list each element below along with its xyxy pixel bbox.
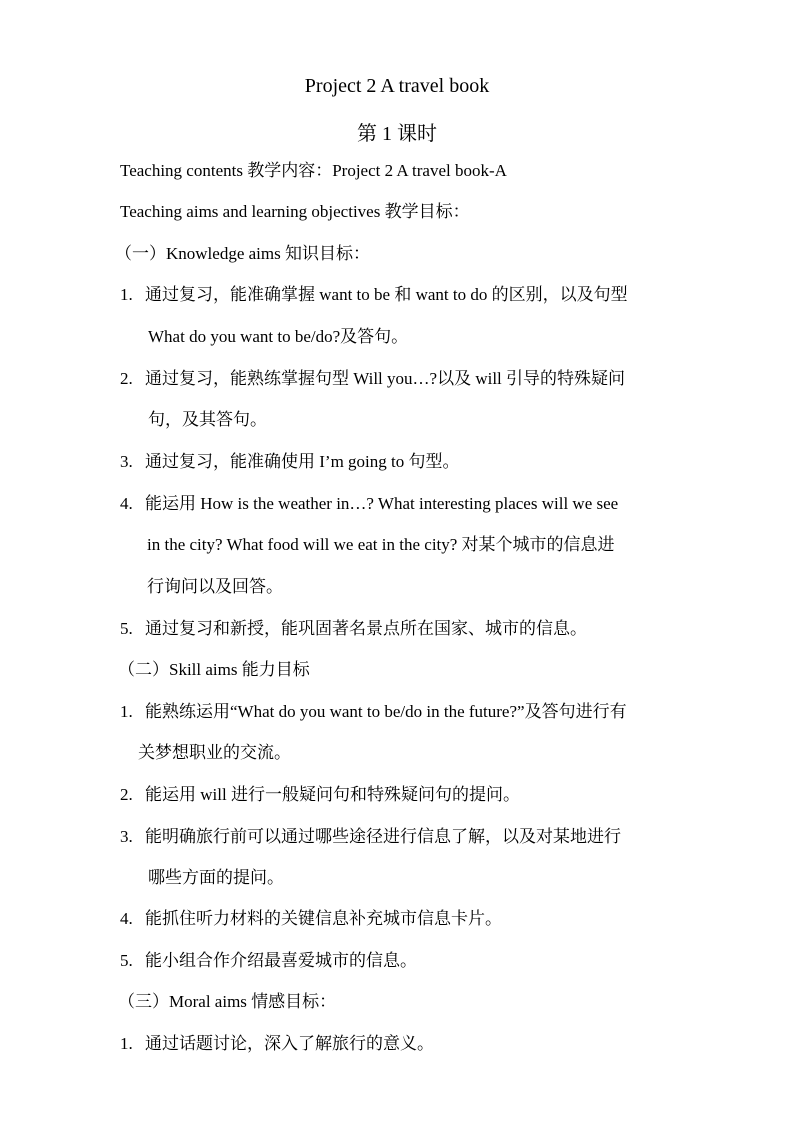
item-number: 2. <box>120 785 133 804</box>
item-continuation: 关梦想职业的交流。 <box>138 743 291 762</box>
item-number: 4. <box>120 909 133 928</box>
teaching-aims-line: Teaching aims and learning objectives 教学目标： <box>120 202 470 221</box>
item-number: 2. <box>120 369 133 388</box>
item-continuation: in the city? What food will we eat in the city? 对某个城市的信息进 <box>147 535 615 554</box>
item-text: 通过话题讨论，深入了解旅行的意义。 <box>145 1034 434 1053</box>
item-continuation: 行询问以及回答。 <box>147 577 283 596</box>
item-continuation: 哪些方面的提问。 <box>148 868 284 887</box>
teaching-contents-line: Teaching contents 教学内容：Project 2 A travel book-A <box>120 161 507 180</box>
item-continuation: What do you want to be/do?及答句。 <box>148 327 409 346</box>
item-text: 能小组合作介绍最喜爱城市的信息。 <box>145 951 417 970</box>
item-number: 4. <box>120 494 133 513</box>
item-continuation: 句，及其答句。 <box>148 410 267 429</box>
item-text: 通过复习，能准确掌握 want to be 和 want to do 的区别，以及句型 <box>145 285 628 304</box>
item-text: 能明确旅行前可以通过哪些途径进行信息了解，以及对某地进行 <box>145 827 621 846</box>
item-text: 能运用 will 进行一般疑问句和特殊疑问句的提问。 <box>145 785 520 804</box>
skill-aims-heading: （二）Skill aims 能力目标 <box>118 660 310 679</box>
item-number: 1. <box>120 285 133 304</box>
item-number: 1. <box>120 702 133 721</box>
item-text: 能熟练运用“What do you want to be/do in the future?”及答句进行有 <box>145 702 627 721</box>
item-number: 3. <box>120 827 133 846</box>
moral-aims-heading: （三）Moral aims 情感目标： <box>118 992 337 1011</box>
item-number: 1. <box>120 1034 133 1053</box>
knowledge-aims-heading: （一）Knowledge aims 知识目标： <box>115 244 370 263</box>
lesson-number: 第 1 课时 <box>357 123 437 145</box>
item-text: 能抓住听力材料的关键信息补充城市信息卡片。 <box>145 909 502 928</box>
item-text: 通过复习和新授，能巩固著名景点所在国家、城市的信息。 <box>145 619 587 638</box>
item-text: 通过复习，能熟练掌握句型 Will you…?以及 will 引导的特殊疑问 <box>145 369 626 388</box>
item-number: 5. <box>120 619 133 638</box>
item-number: 5. <box>120 951 133 970</box>
item-number: 3. <box>120 452 133 471</box>
item-text: 能运用 How is the weather in…? What interesting places will we see <box>145 494 619 513</box>
document-title: Project 2 A travel book <box>304 75 490 97</box>
item-text: 通过复习，能准确使用 I’m going to 句型。 <box>145 452 460 471</box>
